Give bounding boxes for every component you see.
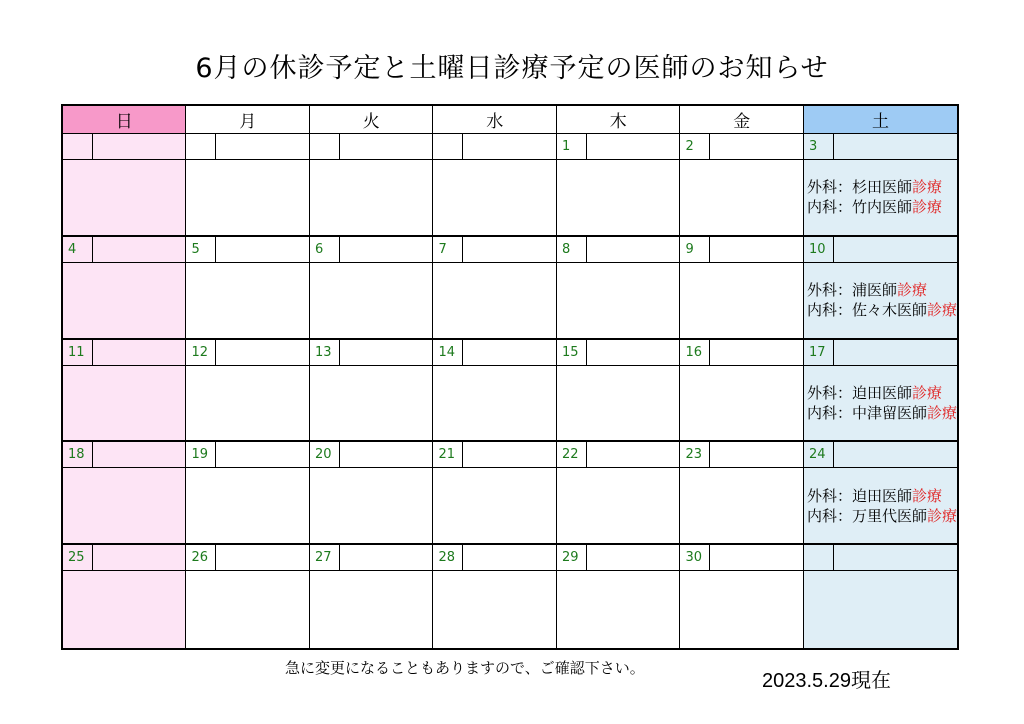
date-number-spacer	[463, 237, 556, 262]
date-number-cell	[186, 442, 310, 468]
date-number-cell	[186, 340, 310, 366]
date-number	[63, 134, 93, 159]
date-number: 28	[433, 545, 463, 570]
date-number: 27	[310, 545, 340, 570]
date-number-cell	[310, 237, 433, 263]
date-number-spacer	[463, 442, 556, 467]
date-number	[310, 134, 340, 159]
date-number-cell	[433, 237, 557, 263]
date-number-cell	[557, 134, 681, 160]
calendar-grid	[61, 104, 959, 650]
day-body-cell	[433, 468, 557, 545]
date-number-spacer	[216, 340, 309, 365]
weekday-header-mon: 月	[186, 106, 310, 134]
doctor-schedule-line	[807, 383, 957, 403]
date-number-spacer	[340, 442, 432, 467]
date-number: 21	[433, 442, 463, 467]
as-of-date: 2023.5.29現在	[762, 670, 891, 692]
doctor-label: 内科：竹内医師	[806, 198, 912, 217]
date-number-spacer	[834, 134, 957, 159]
date-number-cell	[63, 545, 186, 571]
doctor-schedule-line	[807, 197, 957, 217]
doctor-schedule-line	[807, 506, 957, 526]
date-number-spacer	[587, 237, 680, 262]
date-number-spacer	[710, 237, 802, 262]
doctor-label: 内科：万里代医師	[806, 506, 927, 525]
date-number: 9	[680, 237, 710, 262]
weekday-header-sun: 日	[63, 106, 186, 134]
date-number: 19	[186, 442, 216, 467]
status-text: 診療	[926, 506, 957, 525]
date-number-cell	[680, 545, 803, 571]
weekday-header-fri: 金	[680, 106, 803, 134]
date-number-spacer	[710, 442, 802, 467]
date-number-cell	[680, 237, 803, 263]
date-number: 2	[680, 134, 710, 159]
day-body-cell	[557, 366, 681, 443]
date-number: 14	[433, 340, 463, 365]
date-number-cell	[557, 340, 681, 366]
day-body-cell	[557, 160, 681, 237]
date-number-spacer	[93, 545, 185, 570]
date-number-cell	[557, 545, 681, 571]
day-body-cell	[680, 366, 803, 443]
saturday-schedule-cell	[804, 366, 957, 443]
date-number-cell	[804, 340, 957, 366]
date-number: 26	[186, 545, 216, 570]
date-number: 13	[310, 340, 340, 365]
date-number-cell	[557, 442, 681, 468]
date-number-cell	[433, 340, 557, 366]
date-number	[433, 134, 463, 159]
date-number: 6	[310, 237, 340, 262]
date-number-spacer	[463, 340, 556, 365]
date-number-cell	[557, 237, 681, 263]
doctor-schedule-line	[807, 280, 957, 300]
date-number: 8	[557, 237, 587, 262]
date-number-spacer	[710, 545, 802, 570]
doctor-label: 外科：迫田医師	[806, 486, 912, 505]
day-body-cell	[680, 468, 803, 545]
day-body-cell	[310, 571, 433, 648]
status-text: 診療	[911, 198, 942, 217]
status-text: 診療	[926, 301, 957, 320]
date-number-cell	[804, 237, 957, 263]
date-number-cell	[680, 442, 803, 468]
date-number: 15	[557, 340, 587, 365]
date-number-spacer	[340, 134, 432, 159]
day-body-cell	[680, 160, 803, 237]
saturday-schedule-cell	[804, 160, 957, 237]
date-number-cell	[186, 237, 310, 263]
date-number-spacer	[216, 134, 309, 159]
day-body-cell	[63, 468, 186, 545]
date-number-spacer	[93, 134, 185, 159]
date-number-spacer	[587, 442, 680, 467]
date-number-cell	[680, 134, 803, 160]
date-number-spacer	[587, 545, 680, 570]
date-number: 20	[310, 442, 340, 467]
doctor-label: 外科：杉田医師	[806, 178, 912, 197]
status-text: 診療	[911, 383, 942, 402]
date-number: 30	[680, 545, 710, 570]
day-body-cell	[557, 263, 681, 340]
day-body-cell	[63, 571, 186, 648]
day-body-cell	[557, 571, 681, 648]
date-number-cell	[804, 442, 957, 468]
doctor-label: 内科：佐々木医師	[806, 301, 927, 320]
date-number: 22	[557, 442, 587, 467]
date-number-spacer	[216, 237, 309, 262]
day-body-cell	[680, 571, 803, 648]
day-body-cell	[310, 468, 433, 545]
doctor-label: 内科：中津留医師	[806, 403, 927, 422]
date-number-cell	[186, 134, 310, 160]
date-number: 12	[186, 340, 216, 365]
date-number: 25	[63, 545, 93, 570]
day-body-cell	[433, 571, 557, 648]
weekday-header-wed: 水	[433, 106, 557, 134]
date-number: 7	[433, 237, 463, 262]
status-text: 診療	[911, 486, 942, 505]
day-body-cell	[63, 160, 186, 237]
day-body-cell	[186, 366, 310, 443]
day-body-cell	[63, 263, 186, 340]
date-number-cell	[186, 545, 310, 571]
saturday-schedule-cell	[804, 571, 957, 648]
date-number-spacer	[834, 237, 957, 262]
status-text: 診療	[926, 403, 957, 422]
footer-note: 急に変更になることもありますので、ご確認下さい。	[285, 659, 645, 677]
date-number-cell	[433, 545, 557, 571]
date-number-spacer	[216, 545, 309, 570]
date-number-spacer	[710, 340, 802, 365]
day-body-cell	[433, 263, 557, 340]
date-number: 1	[557, 134, 587, 159]
page-title: 6月の休診予定と土曜日診療予定の医師のお知らせ	[195, 53, 829, 84]
date-number-cell	[310, 442, 433, 468]
date-number-cell	[310, 545, 433, 571]
status-text: 診療	[896, 281, 927, 300]
doctor-schedule-line	[807, 300, 957, 320]
day-body-cell	[680, 263, 803, 340]
date-number-spacer	[834, 340, 957, 365]
day-body-cell	[557, 468, 681, 545]
date-number-spacer	[463, 134, 556, 159]
date-number-cell	[433, 442, 557, 468]
date-number-cell	[63, 134, 186, 160]
date-number-spacer	[340, 545, 432, 570]
weekday-header-thu: 木	[557, 106, 681, 134]
saturday-schedule-cell	[804, 263, 957, 340]
date-number: 5	[186, 237, 216, 262]
date-number-spacer	[216, 442, 309, 467]
day-body-cell	[186, 160, 310, 237]
date-number: 3	[804, 134, 834, 159]
date-number-cell	[63, 442, 186, 468]
doctor-schedule-line	[807, 177, 957, 197]
date-number-cell	[63, 237, 186, 263]
day-body-cell	[186, 571, 310, 648]
date-number: 18	[63, 442, 93, 467]
date-number: 16	[680, 340, 710, 365]
date-number-spacer	[93, 340, 185, 365]
date-number: 24	[804, 442, 834, 467]
day-body-cell	[310, 366, 433, 443]
day-body-cell	[310, 160, 433, 237]
date-number-spacer	[834, 442, 957, 467]
date-number-cell	[310, 134, 433, 160]
date-number-spacer	[340, 340, 432, 365]
day-body-cell	[310, 263, 433, 340]
doctor-label: 外科：浦医師	[806, 281, 897, 300]
weekday-header-tue: 火	[310, 106, 433, 134]
date-number	[186, 134, 216, 159]
saturday-schedule-cell	[804, 468, 957, 545]
doctor-label: 外科：迫田医師	[806, 383, 912, 402]
date-number-cell	[804, 545, 957, 571]
date-number-spacer	[587, 134, 680, 159]
doctor-schedule-line	[807, 403, 957, 423]
status-text: 診療	[911, 178, 942, 197]
day-body-cell	[433, 366, 557, 443]
date-number-cell	[804, 134, 957, 160]
date-number-spacer	[463, 545, 556, 570]
date-number-cell	[310, 340, 433, 366]
date-number: 4	[63, 237, 93, 262]
day-body-cell	[186, 263, 310, 340]
date-number-spacer	[93, 237, 185, 262]
date-number-cell	[680, 340, 803, 366]
date-number-spacer	[587, 340, 680, 365]
date-number-cell	[63, 340, 186, 366]
date-number: 23	[680, 442, 710, 467]
date-number-spacer	[834, 545, 957, 570]
date-number: 11	[63, 340, 93, 365]
date-number-spacer	[93, 442, 185, 467]
date-number-cell	[433, 134, 557, 160]
date-number: 17	[804, 340, 834, 365]
date-number-spacer	[340, 237, 432, 262]
date-number: 10	[804, 237, 834, 262]
weekday-header-sat: 土	[804, 106, 957, 134]
day-body-cell	[63, 366, 186, 443]
doctor-schedule-line	[807, 486, 957, 506]
day-body-cell	[433, 160, 557, 237]
day-body-cell	[186, 468, 310, 545]
date-number-spacer	[710, 134, 802, 159]
date-number: 29	[557, 545, 587, 570]
date-number	[804, 545, 834, 570]
